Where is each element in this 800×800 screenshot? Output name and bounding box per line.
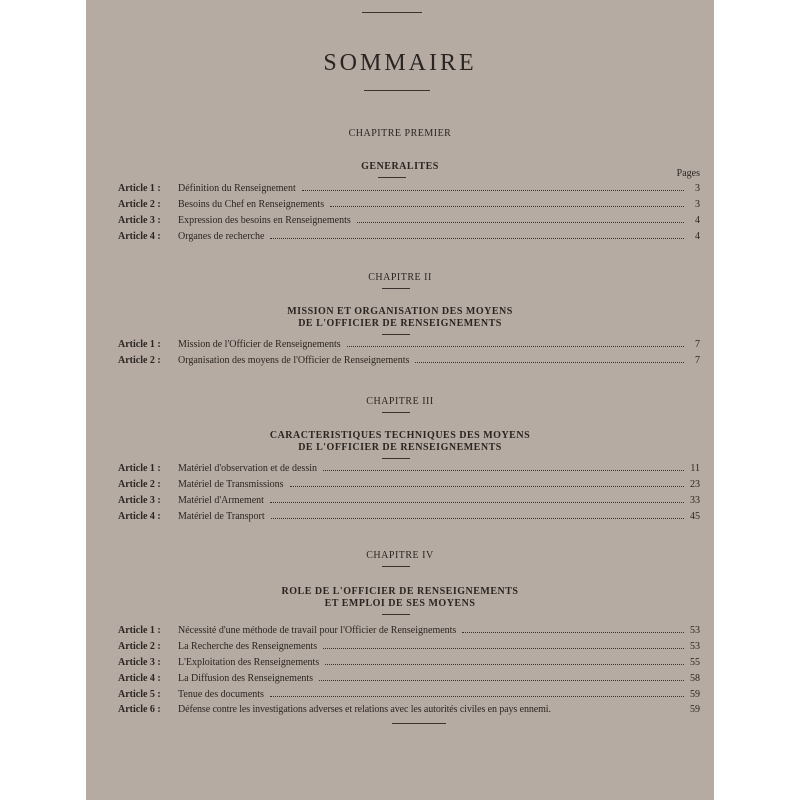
page-number: 59 (690, 689, 700, 700)
chapter-subtitle-line: ET EMPLOI DE SES MOYENS (324, 598, 476, 609)
chapter-heading: CHAPITRE II (368, 272, 432, 283)
page-number: 53 (690, 641, 700, 652)
article-title: Matériel de Transmissions (178, 479, 284, 490)
toc-entry (118, 354, 700, 368)
dot-leader (323, 462, 684, 471)
page-number: 53 (690, 625, 700, 636)
dot-leader (319, 672, 684, 681)
toc-entry (118, 510, 700, 524)
pages-column-header: Pages (676, 168, 700, 179)
bottom-rule (392, 723, 446, 724)
chapter-subtitle (86, 430, 714, 454)
article-number: Article 5 : (118, 689, 161, 700)
article-number: Article 2 : (118, 199, 161, 210)
title-rule (364, 90, 430, 91)
article-number: Article 3 : (118, 657, 161, 668)
article-title: Organisation des moyens de l'Officier de Renseignements (178, 355, 410, 366)
dot-leader (270, 230, 684, 239)
article-number: Article 2 : (118, 479, 161, 490)
article-title: Besoins du Chef en Renseignements (178, 199, 325, 210)
article-title: Définition du Renseignement (178, 183, 296, 194)
page-number: 58 (690, 673, 700, 684)
article-title: Matériel d'observation et de dessin (178, 463, 317, 474)
article-title: Mission de l'Officier de Renseignements (178, 339, 341, 350)
article-number: Article 6 : (118, 704, 161, 715)
toc-entry (118, 656, 700, 670)
toc-entry (118, 338, 700, 352)
dot-leader (330, 198, 684, 207)
section-rule (382, 334, 410, 335)
chapter-subtitle (86, 161, 714, 173)
article-title: Matériel de Transport (178, 511, 265, 522)
chapter-heading: CHAPITRE PREMIER (348, 128, 452, 139)
dot-leader (302, 182, 684, 191)
toc-entry (118, 672, 700, 686)
chapter-subtitle-line: DE L'OFFICIER DE RENSEIGNEMENTS (298, 442, 502, 453)
dot-leader (415, 354, 684, 363)
article-number: Article 2 : (118, 355, 161, 366)
section-rule (382, 458, 410, 459)
article-title: La Diffusion des Renseignements (178, 673, 314, 684)
chapter-subtitle-line: CARACTERISTIQUES TECHNIQUES DES MOYENS (269, 430, 531, 441)
toc-entry (118, 214, 700, 228)
page-number: 55 (690, 657, 700, 668)
dot-leader (553, 704, 688, 712)
page-number: 11 (690, 463, 700, 474)
dot-leader (325, 656, 684, 665)
toc-entry (118, 704, 700, 718)
article-number: Article 3 : (118, 215, 161, 226)
section-rule (382, 566, 410, 567)
chapter-subtitle-line: ROLE DE L'OFFICIER DE RENSEIGNEMENTS (281, 586, 519, 597)
article-title: Défense contre les investigations adverses et relations avec les autorités civiles en pays ennemi. (178, 704, 551, 715)
page-number: 3 (695, 199, 700, 210)
article-number: Article 3 : (118, 495, 161, 506)
toc-entry (118, 182, 700, 196)
section-rule (378, 177, 406, 178)
chapter-subtitle (86, 586, 714, 610)
dot-leader (357, 214, 684, 223)
article-title: Expression des besoins en Renseignements (178, 215, 351, 226)
article-title: Matériel d'Armement (178, 495, 264, 506)
toc-entry (118, 624, 700, 638)
article-title: Organes de recherche (178, 231, 265, 242)
page-number: 59 (690, 704, 700, 715)
dot-leader (462, 624, 684, 633)
chapter-subtitle (86, 306, 714, 330)
section-rule (382, 614, 410, 615)
dot-leader (271, 510, 684, 519)
toc-entry (118, 640, 700, 654)
section-rule (382, 412, 410, 413)
article-title: L'Exploitation des Renseignements (178, 657, 320, 668)
article-number: Article 2 : (118, 641, 161, 652)
top-rule (362, 12, 422, 13)
article-number: Article 4 : (118, 511, 161, 522)
toc-entry (118, 230, 700, 244)
dot-leader (270, 494, 684, 503)
article-title: La Recherche des Renseignements (178, 641, 318, 652)
chapter-heading: CHAPITRE III (366, 396, 434, 407)
article-title: Tenue des documents (178, 689, 264, 700)
page-number: 7 (695, 355, 700, 366)
toc-entry (118, 198, 700, 212)
page-title: SOMMAIRE (323, 50, 477, 76)
chapter-subtitle-line: DE L'OFFICIER DE RENSEIGNEMENTS (298, 318, 502, 329)
toc-entry (118, 494, 700, 508)
article-number: Article 1 : (118, 183, 161, 194)
article-number: Article 1 : (118, 625, 161, 636)
dot-leader (290, 478, 684, 487)
article-title: Nécessité d'une méthode de travail pour l'Officier de Renseignements (178, 625, 457, 636)
page-number: 7 (695, 339, 700, 350)
chapter-heading: CHAPITRE IV (366, 550, 434, 561)
toc-entry (118, 688, 700, 702)
toc-entry (118, 478, 700, 492)
article-number: Article 4 : (118, 231, 161, 242)
article-number: Article 1 : (118, 463, 161, 474)
page-number: 23 (690, 479, 700, 490)
page-number: 4 (695, 215, 700, 226)
dot-leader (270, 688, 684, 697)
page-number: 33 (690, 495, 700, 506)
article-number: Article 1 : (118, 339, 161, 350)
section-rule (382, 288, 410, 289)
toc-entry (118, 462, 700, 476)
page-number: 3 (695, 183, 700, 194)
document-page (86, 0, 714, 800)
dot-leader (323, 640, 684, 649)
page-number: 45 (690, 511, 700, 522)
article-number: Article 4 : (118, 673, 161, 684)
chapter-subtitle-line: GENERALITES (361, 161, 439, 172)
dot-leader (347, 338, 684, 347)
page-number: 4 (695, 231, 700, 242)
chapter-subtitle-line: MISSION ET ORGANISATION DES MOYENS (287, 306, 513, 317)
